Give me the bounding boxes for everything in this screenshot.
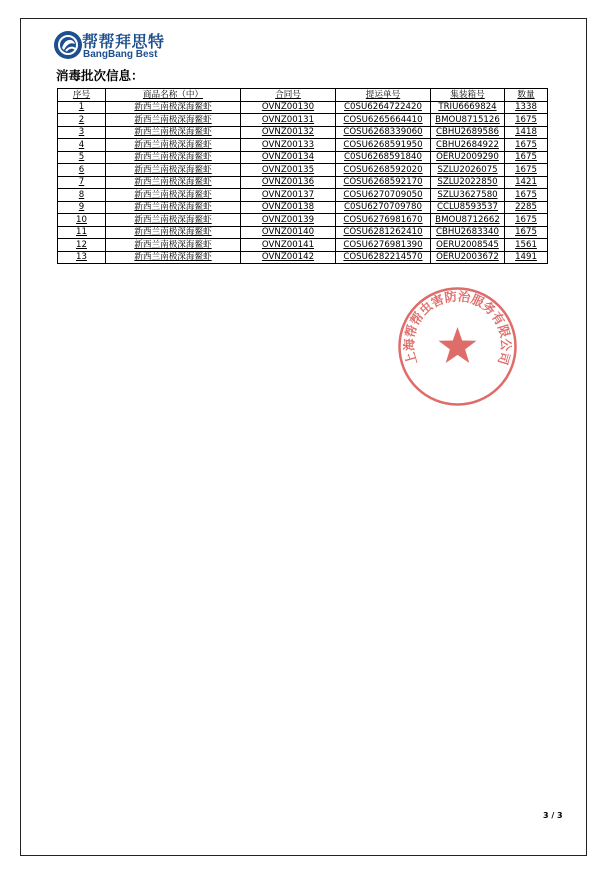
table-cell: OVNZ00141 [241,239,336,252]
logo-icon [53,30,83,60]
table-cell: 1675 [505,214,548,227]
table-cell: 2 [58,114,106,127]
table-cell: OVNZ00136 [241,176,336,189]
table-cell: OVNZ00140 [241,226,336,239]
table-cell: 10 [58,214,106,227]
header-cell: 商品名称（中） [106,89,241,102]
table-row [58,214,548,227]
table-cell: 2285 [505,201,548,214]
table-header-row [58,89,548,102]
table-row [58,201,548,214]
table-cell: 1418 [505,126,548,139]
table-cell: 新西兰南极深海鳌虾 [106,239,241,252]
header-cell: 提运单号 [336,89,431,102]
table-cell: 8 [58,189,106,202]
table-cell: COSU6270709050 [336,189,431,202]
table-cell: OVNZ00142 [241,251,336,264]
logo-name-en: BangBang Best [83,49,158,60]
table-cell: COSU6276981670 [336,214,431,227]
table-cell: OVNZ00139 [241,214,336,227]
table-row [58,226,548,239]
table-cell: OVNZ00137 [241,189,336,202]
table-cell: 新西兰南极深海鳌虾 [106,226,241,239]
table-cell: 9 [58,201,106,214]
table-cell: SZLU2026075 [431,164,505,177]
table-row [58,176,548,189]
table-cell: CBHU2683340 [431,226,505,239]
table-cell: 1675 [505,164,548,177]
table-cell: 新西兰南极深海鳌虾 [106,151,241,164]
table-cell: OVNZ00130 [241,101,336,114]
table-cell: OERU2003672 [431,251,505,264]
table-cell: OVNZ00138 [241,201,336,214]
table-cell: 1675 [505,226,548,239]
table-row [58,239,548,252]
table-cell: OERU2008545 [431,239,505,252]
header-cell: 集装箱号 [431,89,505,102]
table-cell: 1675 [505,189,548,202]
table-cell: OVNZ00133 [241,139,336,152]
table-cell: OERU2009290 [431,151,505,164]
table-cell: OVNZ00135 [241,164,336,177]
table-cell: 1338 [505,101,548,114]
section-title: 消毒批次信息： [56,68,144,83]
table-cell: 1561 [505,239,548,252]
table-cell: 1675 [505,139,548,152]
table-cell: COSU6281262410 [336,226,431,239]
table-cell: 4 [58,139,106,152]
table-cell: CBHU2684922 [431,139,505,152]
table-cell: 新西兰南极深海鳌虾 [106,114,241,127]
table-cell: 新西兰南极深海鳌虾 [106,139,241,152]
table-cell: 新西兰南极深海鳌虾 [106,101,241,114]
table-cell: C0SU6264722420 [336,101,431,114]
logo-name-cn: 帮帮拜思特 [82,32,165,51]
page-number: 3 / 3 [543,811,563,820]
star-icon [439,327,477,363]
header-cell: 数量 [505,89,548,102]
table-row [58,126,548,139]
header-cell: 合同号 [241,89,336,102]
table-cell: 12 [58,239,106,252]
table-cell: BMOU8715126 [431,114,505,127]
table-cell: OVNZ00132 [241,126,336,139]
table-cell: 1675 [505,151,548,164]
table-cell: COSU6265664410 [336,114,431,127]
table-cell: OVNZ00131 [241,114,336,127]
table-cell: OVNZ00134 [241,151,336,164]
table-cell: 新西兰南极深海鳌虾 [106,189,241,202]
table-cell: COSU6276981390 [336,239,431,252]
table-cell: 7 [58,176,106,189]
table-row [58,164,548,177]
table-row [58,151,548,164]
table-cell: C0SU6268591840 [336,151,431,164]
svg-text:上海帮帮虫害防治服务有限公司: 上海帮帮虫害防治服务有限公司 [401,288,514,367]
table-cell: 6 [58,164,106,177]
table-cell: 新西兰南极深海鳌虾 [106,201,241,214]
table-cell: 新西兰南极深海鳌虾 [106,126,241,139]
table-cell: TRIU6669824 [431,101,505,114]
table-cell: 3 [58,126,106,139]
table-cell: 新西兰南极深海鳌虾 [106,176,241,189]
table-cell: 13 [58,251,106,264]
table-row [58,114,548,127]
disinfection-batch-table [57,88,548,264]
table-row [58,251,548,264]
table-cell: 1421 [505,176,548,189]
table-cell: COSU6268592170 [336,176,431,189]
table-cell: COSU6282214570 [336,251,431,264]
company-seal [395,284,520,409]
header-cell: 序号 [58,89,106,102]
table-row [58,139,548,152]
table-cell: CBHU2689586 [431,126,505,139]
table-cell: SZLU2022850 [431,176,505,189]
table-row [58,101,548,114]
table-cell: 新西兰南极深海鳌虾 [106,214,241,227]
table-cell: COSU6268592020 [336,164,431,177]
table-cell: COSU6268591950 [336,139,431,152]
table-cell: 11 [58,226,106,239]
table-cell: 新西兰南极深海鳌虾 [106,164,241,177]
table-cell: COSU6268339060 [336,126,431,139]
table-cell: CCLU8593537 [431,201,505,214]
table-cell: BMOU8712662 [431,214,505,227]
table-cell: 1 [58,101,106,114]
table-cell: 新西兰南极深海鳌虾 [106,251,241,264]
table-row [58,189,548,202]
table-cell: C0SU6270709780 [336,201,431,214]
table-cell: SZLU3627580 [431,189,505,202]
table-cell: 1491 [505,251,548,264]
table-cell: 1675 [505,114,548,127]
table-cell: 5 [58,151,106,164]
